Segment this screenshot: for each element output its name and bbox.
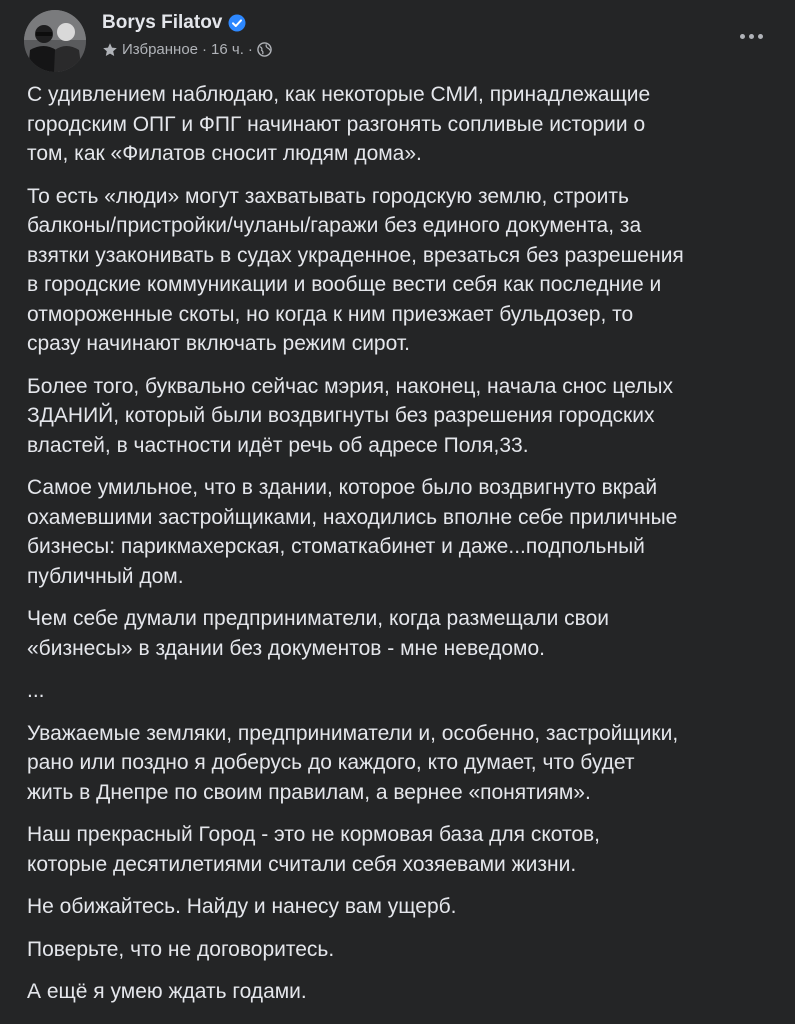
verified-badge-icon xyxy=(228,14,246,32)
post-paragraph: С удивлением наблюдаю, как некоторые СМИ, принадлежащие городским ОПГ и ФПГ начинают разгонять сопливые истории о том, как «Филатов сносит людям дома». xyxy=(27,83,651,165)
post-paragraph: ... xyxy=(27,679,45,702)
post-paragraph: А ещё я умею ждать годами. xyxy=(27,980,307,1003)
feed-label[interactable]: Избранное xyxy=(122,41,199,58)
post-meta xyxy=(102,41,272,58)
post-paragraph: Уважаемые земляки, предприниматели и, особенно, застройщики, рано или поздно я доберусь до каждого, кто думает, что будет жить в Днепре по своим правилам, а вернее «понятиям». xyxy=(27,721,679,804)
more-options-button[interactable] xyxy=(731,18,771,54)
avatar-image xyxy=(24,10,86,72)
star-icon xyxy=(102,42,118,58)
author-row xyxy=(102,12,272,34)
more-options-icon xyxy=(740,34,745,39)
meta-separator: · xyxy=(202,41,208,58)
post-paragraph: Не обижайтесь. Найду и нанесу вам ущерб. xyxy=(27,895,457,918)
post-paragraph: Поверьте, что не договоритесь. xyxy=(27,937,335,961)
post-paragraph: Самое умильное, что в здании, которое было воздвигнуто вкрай охамевшими застройщиками, находились вполне себе приличные бизнесы: парикмахерская, стоматкабинет и даже...подпольный публичный дом. xyxy=(27,476,678,588)
post-paragraph: Наш прекрасный Город - это не кормовая база для скотов, которые десятилетиями считали себя хозяевами жизни. xyxy=(27,823,601,876)
post-paragraph: Чем себе думали предприниматели, когда размещали свои «бизнесы» в здании без документов - мне неведомо. xyxy=(27,607,610,660)
author-name[interactable]: Borys Filatov xyxy=(102,12,223,33)
post-paragraph: Более того, буквально сейчас мэрия, наконец, начала снос целых ЗДАНИЙ, который были воздвигнуты без разрешения городских властей, в частности идёт речь об адресе Поля,33. xyxy=(27,374,673,457)
meta-separator-2: · xyxy=(247,41,253,58)
post-header xyxy=(24,8,771,72)
avatar[interactable] xyxy=(24,10,86,72)
more-options-dot xyxy=(749,34,754,39)
more-options-dot xyxy=(758,34,763,39)
author-block xyxy=(102,12,272,58)
post-paragraph: То есть «люди» могут захватывать городскую землю, строить балконы/пристройки/чуланы/гаражи без единого документа, за взятки узаконивать в судах украденное, врезаться без разрешения в городские коммуникации и вообще вести себя как последние и отмороженные скоты, но когда к ним приезжает бульдозер, то сразу начинают включать режим сирот. xyxy=(27,184,684,355)
post-body xyxy=(27,80,777,1020)
globe-icon[interactable] xyxy=(257,42,272,57)
post-time[interactable]: 16 ч. xyxy=(211,41,244,58)
